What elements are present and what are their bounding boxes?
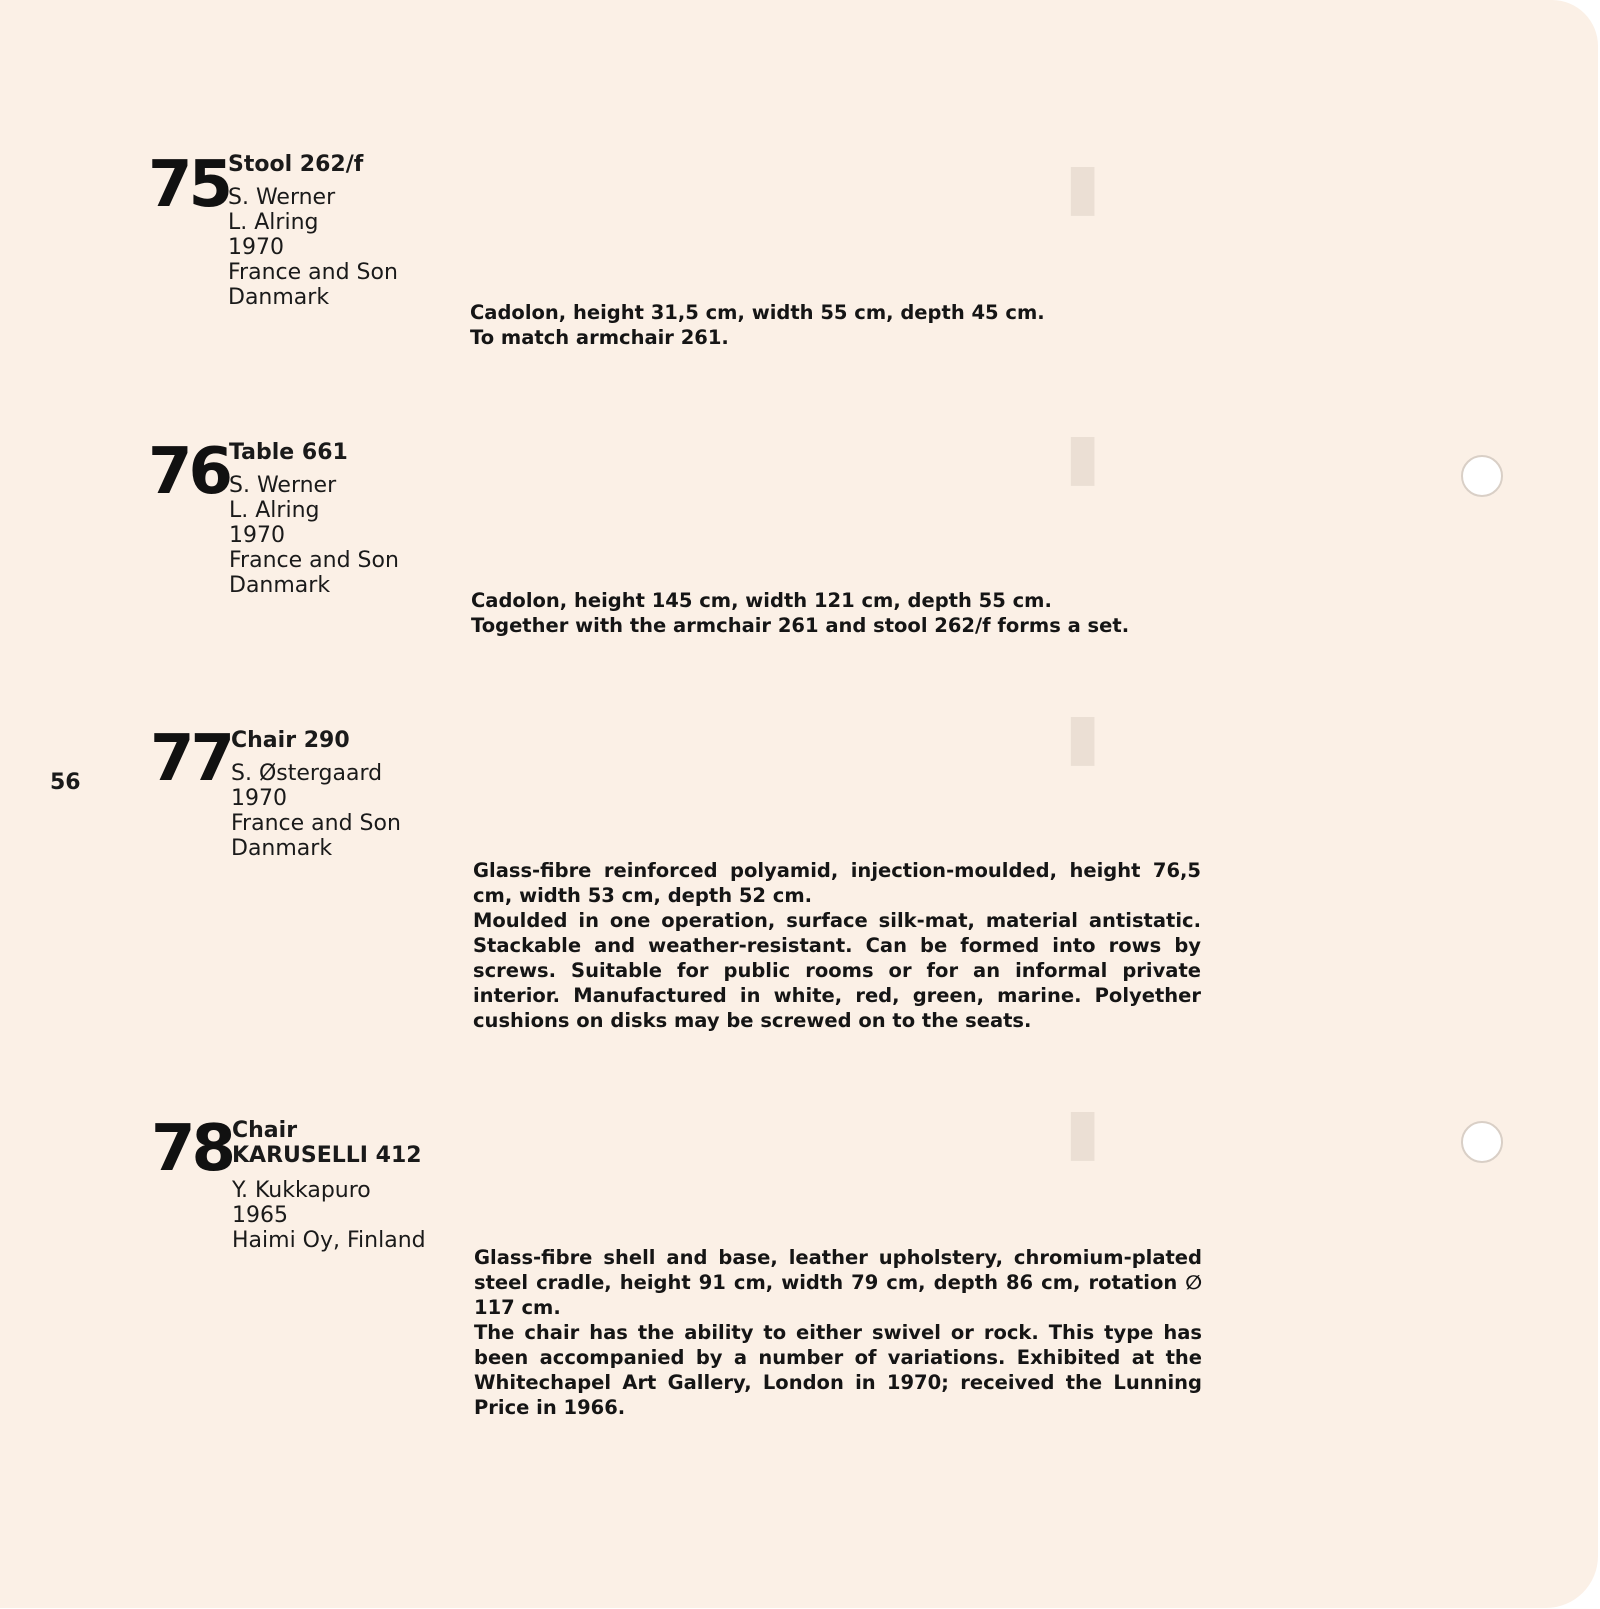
show-through-mark: ▮ bbox=[1065, 1095, 1097, 1169]
entry-title: Chair 290 bbox=[231, 728, 350, 753]
show-through-mark: ▮ bbox=[1065, 420, 1097, 494]
description-paragraph: Together with the armchair 261 and stool 262/f forms a set. bbox=[471, 614, 1130, 637]
entry-description bbox=[473, 858, 1201, 1033]
entry-manufacturer: France and Son bbox=[231, 811, 401, 836]
description-paragraph: Cadolon, height 145 cm, width 121 cm, depth 55 cm. bbox=[471, 589, 1052, 612]
entry-designer: S. Østergaard bbox=[231, 761, 383, 786]
entry-header bbox=[232, 1118, 426, 1253]
entry-designer: L. Alring bbox=[229, 498, 320, 523]
description-paragraph: Glass-fibre reinforced polyamid, injection-moulded, height 76,5 cm, width 53 cm, depth 52 cm. bbox=[473, 859, 1201, 907]
entry-title: Stool 262/f bbox=[228, 152, 364, 177]
description-paragraph: Glass-fibre shell and base, leather upholstery, chromium-plated steel cradle, height 91 cm, width 79 cm, depth 86 cm, rotation ∅ 117 cm. bbox=[474, 1246, 1202, 1319]
binder-hole bbox=[1461, 1121, 1503, 1163]
entry-number: 76 bbox=[148, 435, 230, 509]
binder-hole bbox=[1461, 455, 1503, 497]
entry-manufacturer: Haimi Oy, Finland bbox=[232, 1228, 426, 1253]
description-paragraph: Cadolon, height 31,5 cm, width 55 cm, depth 45 cm. bbox=[470, 301, 1045, 324]
entry-description bbox=[474, 1245, 1202, 1420]
description-paragraph: The chair has the ability to either swivel or rock. This type has been accompanied by a number of variations. Exhibited at the Whitechapel Art Gallery, London in 1970; received the Lunning Price in 1966. bbox=[474, 1321, 1202, 1419]
show-through-mark: ▮ bbox=[1065, 150, 1097, 224]
entry-description bbox=[471, 588, 1129, 638]
entry-title: Chair bbox=[232, 1118, 298, 1143]
entry-header bbox=[229, 440, 399, 598]
entry-year: 1970 bbox=[231, 786, 287, 811]
entry-year: 1970 bbox=[229, 523, 285, 548]
entry-designer: L. Alring bbox=[228, 210, 319, 235]
entry-header bbox=[231, 728, 401, 861]
entry-year: 1970 bbox=[228, 235, 284, 260]
entry-header bbox=[228, 152, 398, 310]
entry-year: 1965 bbox=[232, 1203, 288, 1228]
entry-description bbox=[470, 300, 1045, 350]
entry-manufacturer: France and Son bbox=[229, 548, 399, 573]
entry-number: 77 bbox=[150, 722, 232, 796]
entry-number: 75 bbox=[148, 148, 230, 222]
description-paragraph: Moulded in one operation, surface silk-mat, material antistatic. Stackable and weather-resistant. Can be formed into rows by screws. Suitable for public rooms or for an informal private interior. Manufactured in white, red, green, marine. Polyether cushions on disks may be screwed on to the seats. bbox=[473, 909, 1201, 1032]
description-paragraph: To match armchair 261. bbox=[470, 326, 729, 349]
entry-country: Danmark bbox=[228, 285, 330, 310]
entry-country: Danmark bbox=[231, 836, 333, 861]
entry-designer: S. Werner bbox=[228, 185, 336, 210]
entry-title: Table 661 bbox=[229, 440, 348, 465]
entry-designer: S. Werner bbox=[229, 473, 337, 498]
entry-designer: Y. Kukkapuro bbox=[232, 1178, 371, 1203]
entry-number: 78 bbox=[151, 1112, 233, 1186]
entry-manufacturer: France and Son bbox=[228, 260, 398, 285]
show-through-mark: ▮ bbox=[1065, 700, 1097, 774]
entry-country: Danmark bbox=[229, 573, 331, 598]
page-number: 56 bbox=[50, 770, 81, 795]
entry-title: KARUSELLI 412 bbox=[232, 1143, 422, 1168]
